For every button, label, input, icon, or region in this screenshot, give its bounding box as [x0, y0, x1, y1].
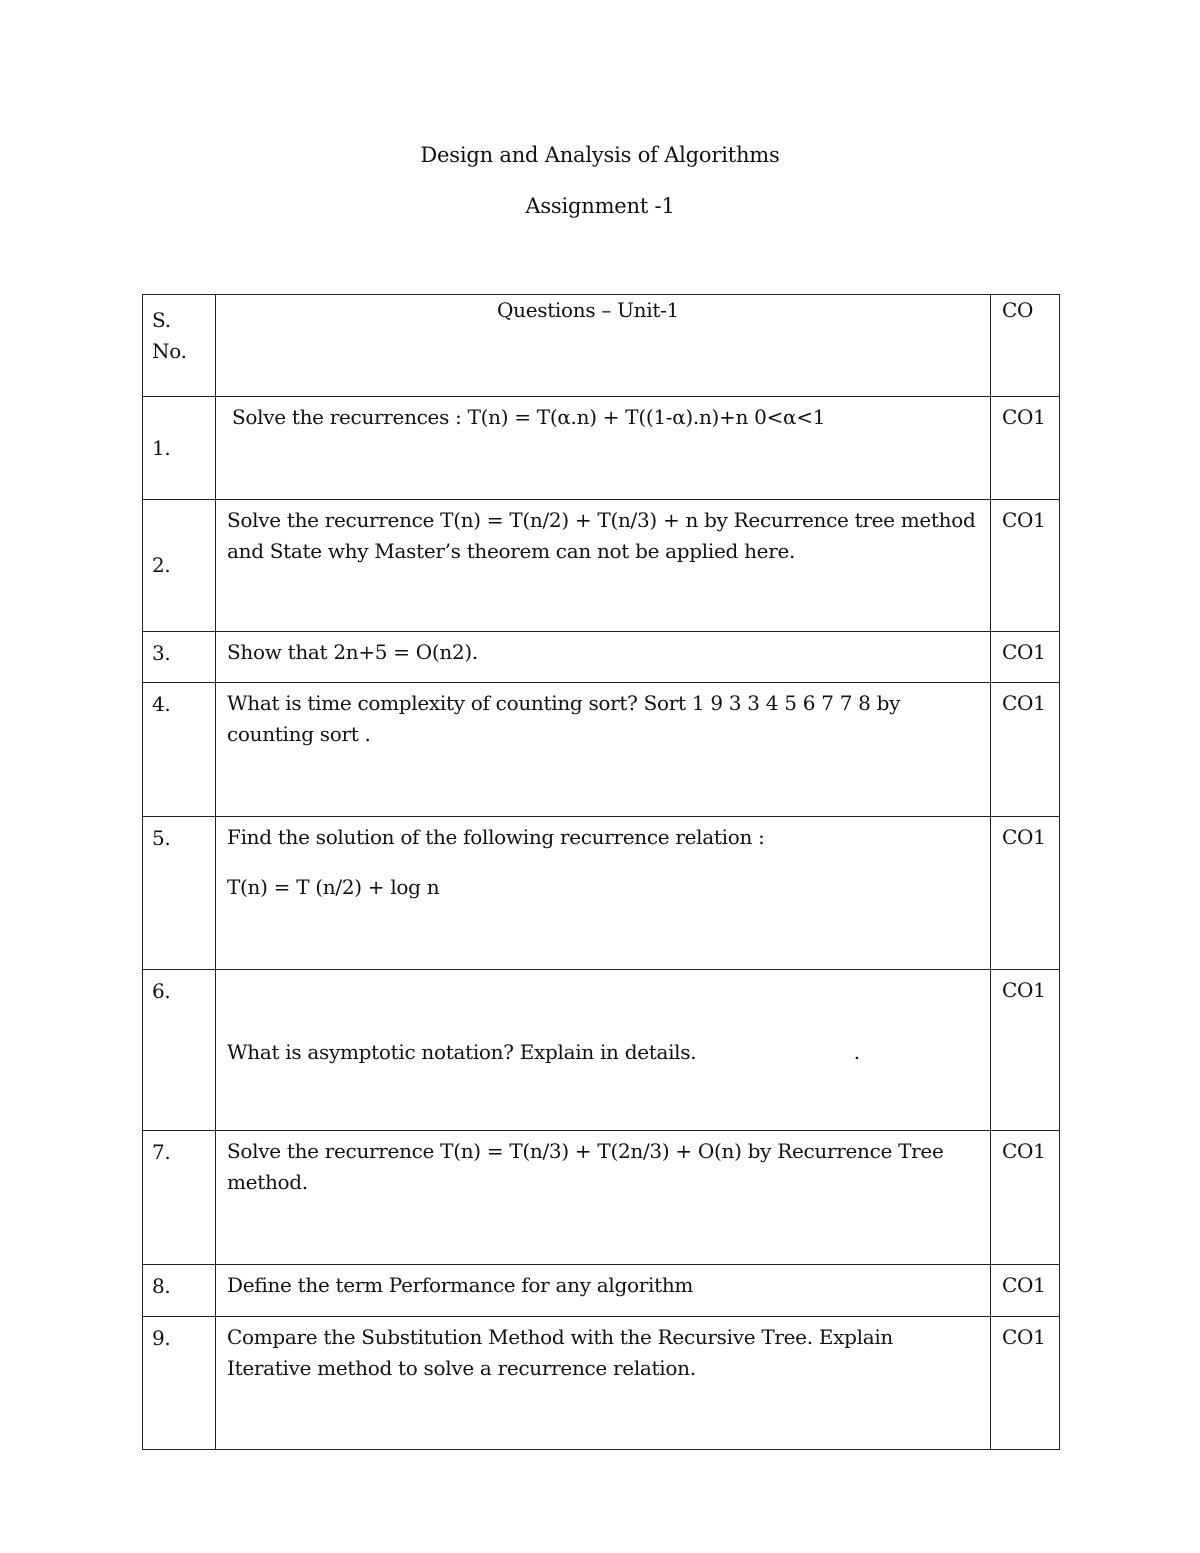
document-subtitle: Assignment -1 [525, 194, 675, 218]
table-row [143, 1317, 1060, 1450]
question-line: What is time complexity of counting sort? Sort 1 9 3 3 4 5 6 7 7 8 by [227, 691, 901, 715]
questions-table [142, 294, 1060, 1450]
question-line: Show that 2n+5 = O(n2). [227, 640, 478, 664]
row-co: CO1 [991, 970, 1060, 1131]
row-number: 9. [143, 1317, 216, 1450]
table-row [143, 1131, 1060, 1265]
table-header-row [143, 295, 1060, 397]
question-line: counting sort . [227, 722, 371, 746]
row-number: 3. [143, 632, 216, 683]
header-serial-line-1: S. [152, 308, 171, 332]
table-row [143, 397, 1060, 500]
row-co: CO1 [991, 683, 1060, 817]
row-co: CO1 [991, 397, 1060, 500]
table-row [143, 970, 1060, 1131]
question-line: Find the solution of the following recurrence relation : [227, 825, 765, 849]
question-line: method. [227, 1170, 308, 1194]
table-row [143, 683, 1060, 817]
row-co: CO1 [991, 1265, 1060, 1317]
row-number: 5. [143, 817, 216, 970]
row-co: CO1 [991, 1131, 1060, 1265]
row-question [216, 1317, 991, 1450]
header-questions-label: Questions – Unit-1 [497, 298, 679, 322]
question-line: Solve the recurrence T(n) = T(n/2) + T(n/3) + n by Recurrence tree method [227, 508, 976, 532]
row-number: 2. [143, 500, 216, 632]
question-line: Define the term Performance for any algorithm [227, 1273, 694, 1297]
row-question [216, 817, 991, 970]
row-question [216, 1265, 991, 1317]
table-row [143, 1265, 1060, 1317]
question-line: What is asymptotic notation? Explain in details. . [227, 1040, 860, 1064]
question-line: Compare the Substitution Method with the Recursive Tree. Explain [227, 1325, 894, 1349]
table-row [143, 817, 1060, 970]
row-co: CO1 [991, 817, 1060, 970]
question-line: Iterative method to solve a recurrence relation. [227, 1356, 696, 1380]
row-number: 7. [143, 1131, 216, 1265]
question-line: and State why Master’s theorem can not be applied here. [227, 539, 796, 563]
header-co: CO [991, 295, 1060, 397]
row-co: CO1 [991, 632, 1060, 683]
question-line: Solve the recurrences : T(n) = T(α.n) + T((1-α).n)+n 0<α<1 [232, 405, 826, 429]
row-question [216, 500, 991, 632]
header-questions [216, 295, 991, 397]
question-line: T(n) = T (n/2) + log n [227, 875, 440, 899]
document-title: Design and Analysis of Algorithms [420, 143, 780, 167]
row-question [216, 1131, 991, 1265]
row-question [216, 397, 991, 500]
row-number: 1. [143, 397, 216, 500]
row-number: 6. [143, 970, 216, 1131]
table-row [143, 632, 1060, 683]
row-co: CO1 [991, 1317, 1060, 1450]
row-co: CO1 [991, 500, 1060, 632]
row-question [216, 970, 991, 1131]
header-serial-line-2: No. [152, 339, 187, 363]
question-line: Solve the recurrence T(n) = T(n/3) + T(2n/3) + O(n) by Recurrence Tree [227, 1139, 944, 1163]
row-question [216, 683, 991, 817]
row-number: 4. [143, 683, 216, 817]
row-number: 8. [143, 1265, 216, 1317]
table-row [143, 500, 1060, 632]
row-question [216, 632, 991, 683]
